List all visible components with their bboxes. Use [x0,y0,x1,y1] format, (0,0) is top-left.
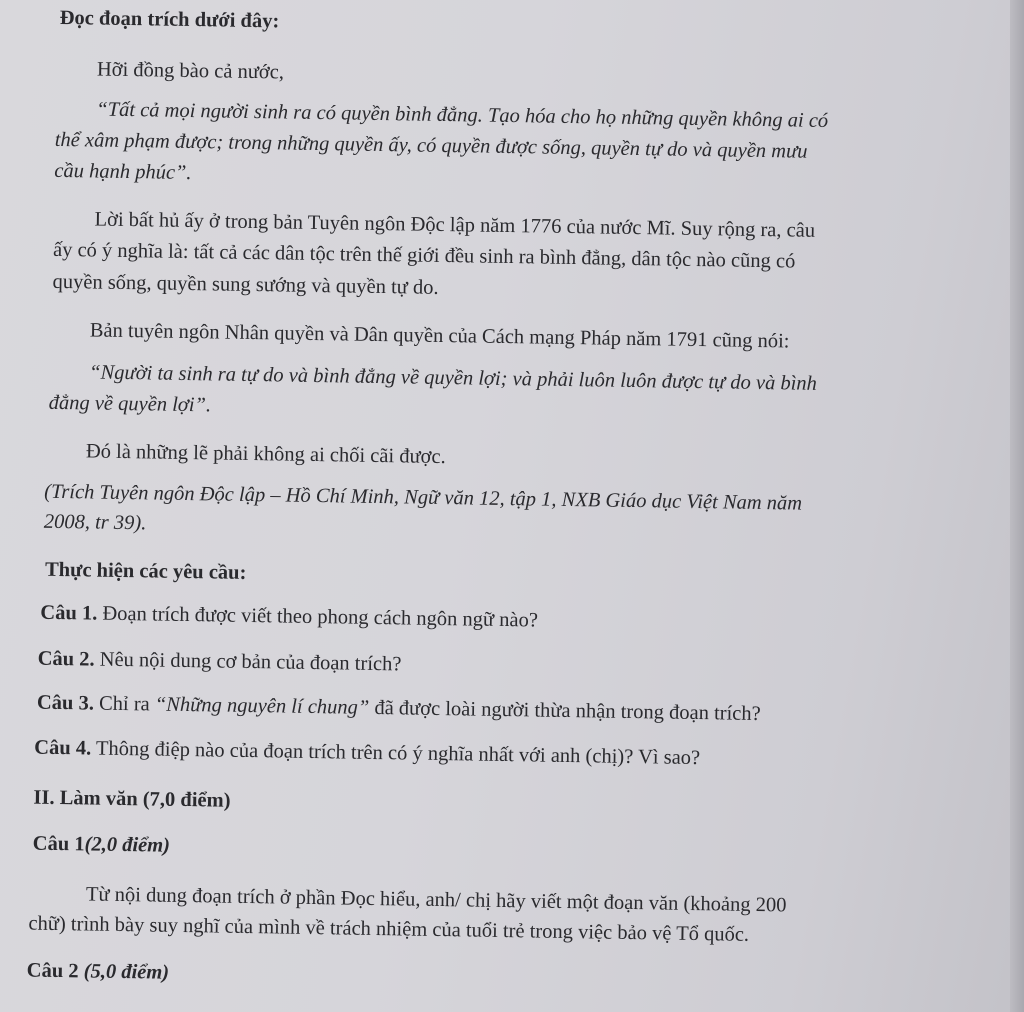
reading-heading: Đọc đoạn trích dưới đây: [59,6,280,33]
source-line-2: 2008, tr 39). [43,510,147,535]
writing-question-2 [27,958,170,986]
para2-line-1: Lời bất hủ ấy ở trong bản Tuyên ngôn Độc lập năm 1776 của nước Mĩ. Suy rộng ra, câu [94,208,816,242]
writing-question-1 [33,831,171,859]
question-2-label: Câu 2. [37,647,95,671]
question-3-post: đã được loài người thừa nhận trong đoạn trích? [369,696,761,726]
quote2-line-1: “Người ta sinh ra tự do và bình đẳng về quyền lợi; và phải luôn luôn được tự do và bình [88,361,818,395]
question-3 [37,690,761,727]
question-4 [34,735,700,771]
question-1-text: Đoạn trích được viết theo phong cách ngôn ngữ nào? [97,602,539,632]
quote1-line-1: “Tất cả mọi người sinh ra có quyền bình đẳng. Tạo hóa cho họ những quyền không ai có [96,98,829,133]
writing-q1-label: Câu 1 [32,832,85,856]
page-edge-shadow [1010,0,1024,1012]
greeting: Hỡi đồng bào cả nước, [96,58,285,84]
writing-q2-label: Câu 2 [26,959,79,983]
question-4-label: Câu 4. [34,736,92,760]
quote1-line-3: cầu hạnh phúc”. [54,159,192,185]
writing-q1-points: (2,0 điểm) [84,833,171,857]
question-3-label: Câu 3. [36,691,95,715]
writing-heading: II. Làm văn (7,0 điểm) [33,786,231,812]
quote1-line-2: thể xâm phạm được; trong những quyền ấy, có quyền được sống, quyền tự do và quyền mưu [54,128,808,163]
question-2 [37,646,401,678]
para2-line-2: ấy có ý nghĩa là: tất cả các dân tộc trên thế giới đều sinh ra bình đẳng, dân tộc nào cũng có [52,238,796,273]
question-4-text: Thông điệp nào của đoạn trích trên có ý nghĩa nhất với anh (chị)? Vì sao? [91,737,701,770]
para2-line-3: quyền sống, quyền sung sướng và quyền tự do. [52,270,439,299]
writing-q1-line-2: chữ) trình bày suy nghĩ của mình về trách nhiệm của tuổi trẻ trong việc bảo vệ Tổ quốc. [28,912,750,946]
para3: Bản tuyên ngôn Nhân quyền và Dân quyền của Cách mạng Pháp năm 1791 cũng nói: [89,319,790,353]
para4: Đó là những lẽ phải không ai chối cãi được. [85,440,446,469]
quote2-line-2: đẳng về quyền lợi”. [48,391,212,417]
question-3-pre: Chỉ ra [93,692,156,716]
writing-q1-line-1: Từ nội dung đoạn trích ở phần Đọc hiểu, anh/ chị hãy viết một đoạn văn (khoảng 200 [85,883,787,917]
tasks-heading: Thực hiện các yêu cầu: [44,558,247,584]
question-2-text: Nêu nội dung cơ bản của đoạn trích? [94,648,402,676]
question-1-label: Câu 1. [40,601,98,625]
source-line-1: (Trích Tuyên ngôn Độc lập – Hồ Chí Minh, Ngữ văn 12, tập 1, NXB Giáo dục Việt Nam năm [44,480,803,515]
question-1 [40,600,538,634]
writing-q2-points: (5,0 điểm) [78,960,170,984]
question-3-quote: “Những nguyên lí chung” [154,693,370,719]
